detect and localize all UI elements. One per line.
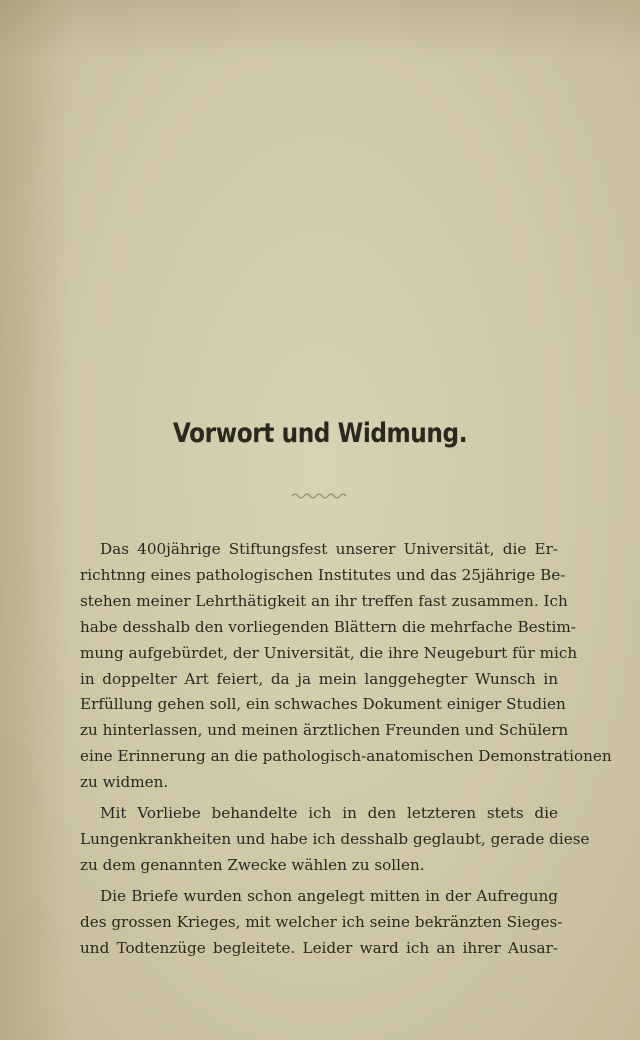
text-line: Die Briefe wurden schon angelegt mitten in der Aufregung (100, 886, 558, 905)
text-line: zu widmen. (80, 773, 169, 792)
text-line: Mit Vorliebe behandelte ich in den letzteren stets die (100, 804, 558, 823)
text-line: richtnng eines pathologischen Institutes und das 25jährige Be- (80, 565, 566, 584)
text-line: Das 400jährige Stiftungsfest unserer Universität, die Er- (100, 540, 558, 558)
text-line: und Todtenzüge begleitete. Leider ward ich an ihrer Ausar- (80, 938, 558, 957)
text-line: zu hinterlassen, und meinen ärztlichen Freunden und Schülern (80, 721, 569, 740)
text-line: mung aufgebürdet, der Universität, die ihre Neugeburt für mich (80, 643, 578, 662)
wavy-rule-ornament-icon (290, 490, 350, 500)
paragraph-3 (80, 884, 563, 962)
text-line: habe desshalb den vorliegenden Blättern die mehrfache Bestim- (80, 617, 576, 636)
text-line: zu dem genannten Zwecke wählen zu sollen. (80, 855, 425, 874)
text-line: stehen meiner Lehrthätigkeit an ihr treffen fast zusammen. Ich (80, 591, 568, 610)
text-line: eine Erinnerung an die pathologisch-anatomischen Demonstrationen (80, 747, 612, 766)
page-heading: Vorwort und Widmung. (172, 418, 468, 449)
text-line: Erfüllung gehen soll, ein schwaches Dokument einiger Studien (80, 695, 566, 714)
paragraph-2 (80, 801, 590, 879)
text-line: in doppelter Art feiert, da ja mein langgehegter Wunsch in (80, 669, 558, 688)
text-line: Lungenkrankheiten und habe ich desshalb geglaubt, gerade diese (80, 829, 590, 848)
paragraph-1 (80, 537, 612, 796)
text-line: des grossen Krieges, mit welcher ich seine bekränzten Sieges- (80, 912, 563, 931)
body-text (80, 537, 612, 962)
